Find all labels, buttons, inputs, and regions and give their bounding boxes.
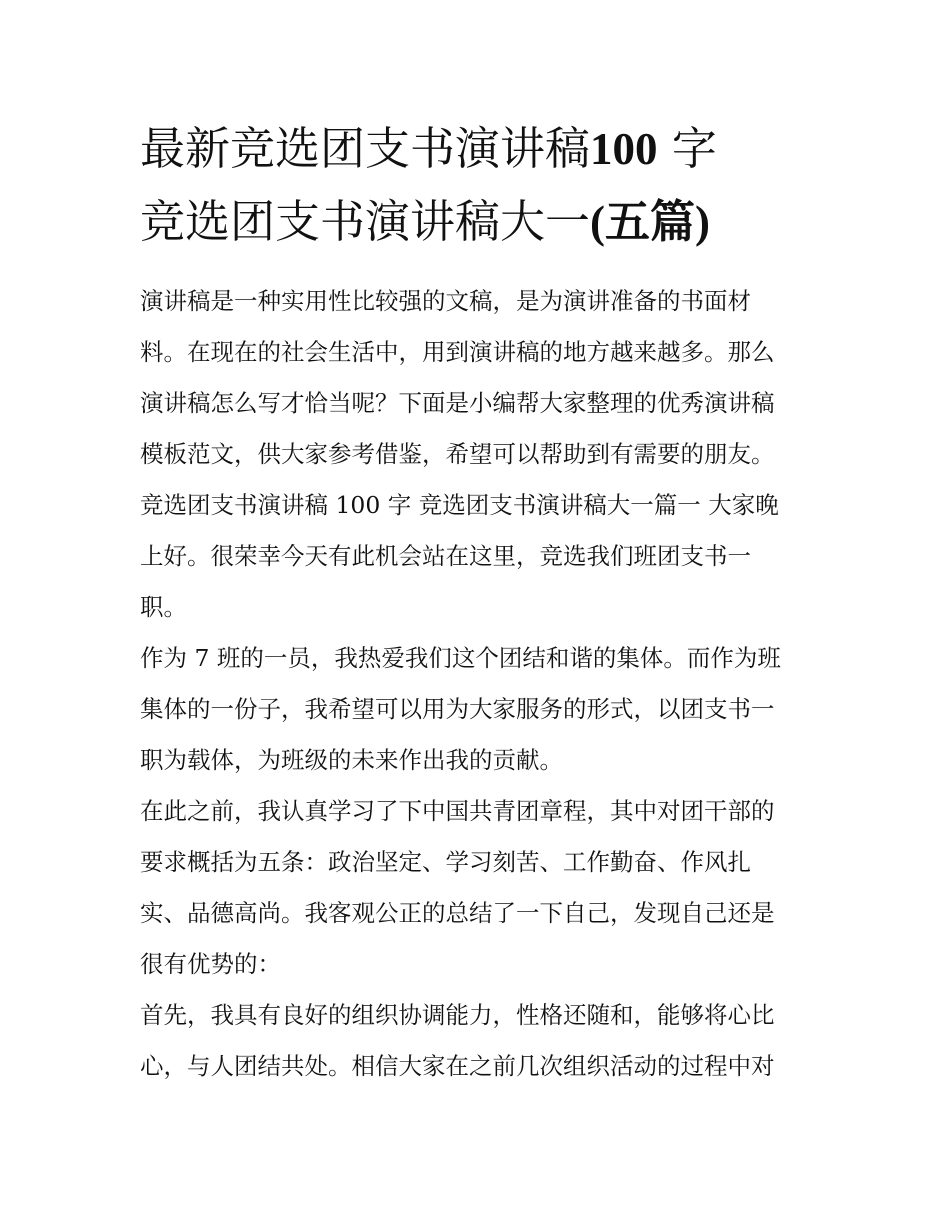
body-line: 竞选团支书演讲稿 100 字 竞选团支书演讲稿大一篇一 大家晚: [140, 491, 779, 519]
title-line-1: [140, 112, 830, 185]
body-line: 在此之前，我认真学习了下中国共青团章程，其中对团干部的: [140, 797, 775, 825]
title-text: 字: [657, 122, 717, 175]
body-line: 职为载体，为班级的未来作出我的贡献。: [140, 746, 563, 774]
document-body: [140, 276, 830, 1092]
body-line: 首先，我具有良好的组织协调能力，性格还随和，能够将心比: [140, 1001, 775, 1029]
body-line: 演讲稿怎么写才恰当呢？下面是小编帮大家整理的优秀演讲稿: [140, 389, 775, 417]
title-text: 最新竞选团支书演讲稿: [140, 122, 591, 175]
body-line: 上好。很荣幸今天有此机会站在这里，竞选我们班团支书一: [140, 542, 751, 570]
body-line: 料。在现在的社会生活中，用到演讲稿的地方越来越多。那么: [140, 338, 775, 366]
title-count: (五篇): [590, 197, 710, 247]
body-line: 职。: [140, 593, 187, 621]
title-text: 竞选团支书演讲稿大一: [140, 195, 591, 248]
body-line: 要求概括为五条：政治坚定、学习刻苦、工作勤奋、作风扎: [140, 848, 751, 876]
body-line: 模板范文，供大家参考借鉴，希望可以帮助到有需要的朋友。: [140, 440, 775, 468]
body-line: 实、品德高尚。我客观公正的总结了一下自己，发现自己还是: [140, 899, 775, 927]
document-title: [140, 112, 830, 258]
body-line: 很有优势的：: [140, 950, 281, 978]
title-number: 100: [590, 124, 658, 174]
body-line: 作为 7 班的一员，我热爱我们这个团结和谐的集体。而作为班: [140, 644, 781, 672]
body-line: 演讲稿是一种实用性比较强的文稿，是为演讲准备的书面材: [140, 287, 751, 315]
body-line: 集体的一份子，我希望可以用为大家服务的形式，以团支书一: [140, 695, 775, 723]
title-line-2: [140, 185, 830, 258]
body-line: 心，与人团结共处。相信大家在之前几次组织活动的过程中对: [140, 1052, 775, 1080]
